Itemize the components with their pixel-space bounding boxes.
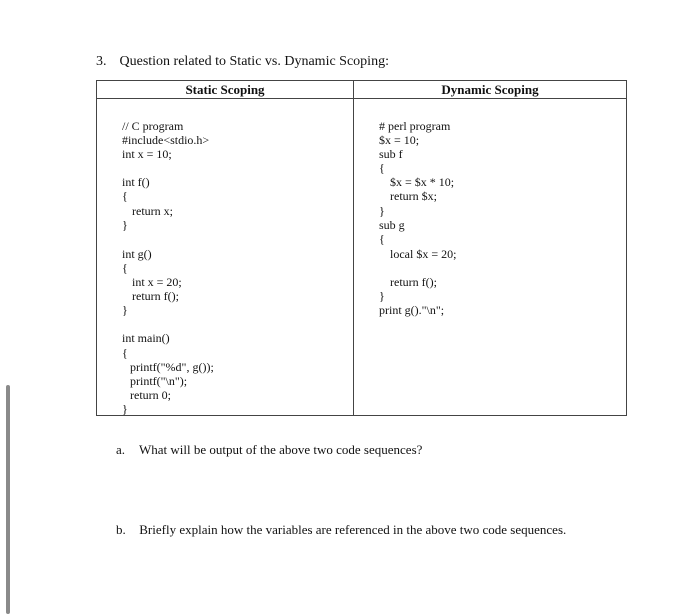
code-line: // C program xyxy=(122,119,184,133)
subquestion-a xyxy=(116,442,422,458)
subquestion-text: Briefly explain how the variables are referenced in the above two code sequences. xyxy=(139,522,567,537)
code-line: printf("%d", g()); xyxy=(130,360,214,374)
code-line: int f() xyxy=(122,175,150,189)
header-dynamic-scoping: Dynamic Scoping xyxy=(354,81,627,99)
code-line: return f(); xyxy=(390,275,437,289)
scoping-table xyxy=(96,80,627,416)
code-line: return x; xyxy=(132,204,173,218)
code-line: } xyxy=(379,289,385,303)
subquestion-label: a. xyxy=(116,442,126,457)
code-line: { xyxy=(379,161,385,175)
code-line: return f(); xyxy=(132,289,179,303)
table-code-row xyxy=(97,99,627,416)
code-line: int x = 20; xyxy=(132,275,182,289)
subquestion-label: b. xyxy=(116,522,126,537)
table-header-row xyxy=(97,81,627,99)
subquestion-b xyxy=(116,522,566,538)
scrollbar[interactable] xyxy=(6,385,10,614)
code-line: sub f xyxy=(379,147,403,161)
code-line: { xyxy=(122,189,128,203)
code-line: { xyxy=(122,261,128,275)
code-line: } xyxy=(122,402,128,416)
subquestion-text: What will be output of the above two code sequences? xyxy=(139,442,423,457)
dynamic-code-block xyxy=(354,99,626,415)
static-code-block xyxy=(97,99,353,415)
code-line: # perl program xyxy=(379,119,451,133)
header-static-scoping: Static Scoping xyxy=(97,81,354,99)
code-line: int g() xyxy=(122,247,152,261)
code-line: sub g xyxy=(379,218,405,232)
code-line: #include<stdio.h> xyxy=(122,133,210,147)
question-number: 3. xyxy=(96,54,107,69)
code-line: local $x = 20; xyxy=(390,247,457,261)
code-line: print g()."\n"; xyxy=(379,303,445,317)
code-line: return 0; xyxy=(130,388,171,402)
code-line: } xyxy=(122,303,128,317)
code-line: { xyxy=(379,232,385,246)
code-line: { xyxy=(122,346,128,360)
code-line: int x = 10; xyxy=(122,147,172,161)
static-code-cell xyxy=(97,99,354,416)
code-line: int main() xyxy=(122,331,170,345)
code-line: $x = $x * 10; xyxy=(390,175,455,189)
code-line: printf("\n"); xyxy=(130,374,188,388)
code-line: } xyxy=(122,218,128,232)
code-line: return $x; xyxy=(390,189,437,203)
code-line: } xyxy=(379,204,385,218)
question-heading xyxy=(96,54,389,70)
code-line: $x = 10; xyxy=(379,133,420,147)
dynamic-code-cell xyxy=(354,99,627,416)
question-title: Question related to Static vs. Dynamic Scoping: xyxy=(119,54,389,69)
